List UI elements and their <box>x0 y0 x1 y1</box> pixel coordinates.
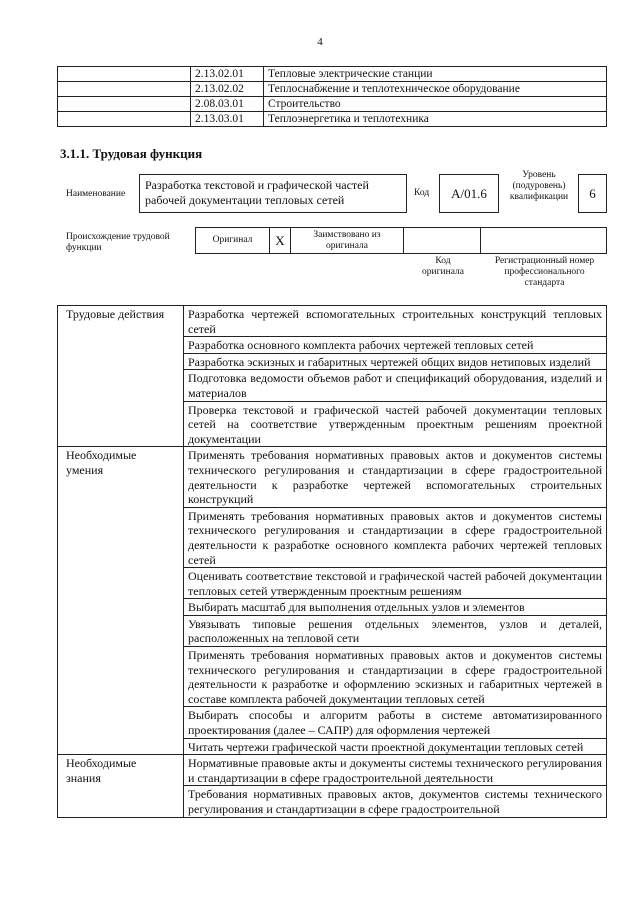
table-row <box>58 306 607 337</box>
name-cell: Строительство <box>264 97 607 112</box>
required-skill: Читать чертежи графической части проектной документации тепловых сетей <box>184 738 607 755</box>
borrowed-line: Заимствовано из <box>313 230 381 240</box>
function-name-box <box>139 174 407 213</box>
knowledge-label-line: Необходимые <box>66 756 137 771</box>
page-number: 4 <box>317 36 323 48</box>
name-label: Наименование <box>66 189 126 199</box>
original-code-box <box>403 227 481 254</box>
empty-cell <box>58 67 191 82</box>
level-label-line: (подуровень) <box>512 181 566 191</box>
qualification-level-box: 6 <box>578 174 607 213</box>
function-name-line: рабочей документации тепловых сетей <box>145 193 345 207</box>
original-mark-box: X <box>269 227 291 254</box>
registration-label-line: стандарта <box>524 278 565 288</box>
table-row <box>58 67 607 82</box>
labour-action: Разработка основного комплекта рабочих чертежей тепловых сетей <box>184 337 607 354</box>
registration-label-line: профессионального <box>504 267 585 277</box>
education-codes-table <box>57 66 607 127</box>
empty-cell <box>58 82 191 97</box>
section-title: 3.1.1. Трудовая функция <box>60 146 203 161</box>
table-row <box>58 755 607 786</box>
labour-action: Проверка текстовой и графической частей рабочей документации тепловых сетей на соответствие утвержденным проектным решениям проектной документации <box>184 401 607 447</box>
level-label-line: квалификации <box>509 192 569 202</box>
empty-cell <box>58 112 191 127</box>
code-cell: 2.08.03.01 <box>191 97 264 112</box>
required-skill: Применять требования нормативных правовых актов и документов системы технического регулирования и стандартизации в сфере градостроительной деятельности к разработке чертежей вспомогательных строительных конструкций <box>184 447 607 507</box>
original-box: Оригинал <box>195 227 270 254</box>
original-code-label <box>405 256 481 278</box>
function-code-box: A/01.6 <box>439 174 499 213</box>
table-row <box>58 112 607 127</box>
required-skill: Выбирать масштаб для выполнения отдельных узлов и элементов <box>184 599 607 616</box>
table-row <box>58 447 607 507</box>
code-cell: 2.13.02.02 <box>191 82 264 97</box>
code-cell: 2.13.02.01 <box>191 67 264 82</box>
registration-label-line: Регистрационный номер <box>494 256 595 266</box>
required-knowledge: Требования нормативных правовых актов, документов системы технического регулирования и стандартизации в сфере градостроительной <box>184 786 607 817</box>
skills-label-line: Необходимые <box>66 448 137 463</box>
labour-action: Подготовка ведомости объемов работ и спецификаций оборудования, изделий и материалов <box>184 370 607 401</box>
code-label: Код <box>414 188 430 198</box>
knowledge-label-cell <box>58 755 184 817</box>
required-skill: Применять требования нормативных правовых актов и документов системы технического регулирования и стандартизации в сфере градостроительной деятельности к разработке и оформлению эскизных и габаритных чертежей в составе комплекта рабочей документации тепловых сетей <box>184 647 607 707</box>
borrowed-line: оригинала <box>326 241 368 251</box>
required-skill: Оценивать соответствие текстовой и графической частей рабочей документации тепловых сетей утвержденным проектным решениям <box>184 568 607 599</box>
actions-label-cell: Трудовые действия <box>58 306 184 447</box>
required-knowledge: Нормативные правовые акты и документы системы технического регулирования и стандартизации в сфере градостроительной деятельности <box>184 755 607 786</box>
name-cell: Тепловые электрические станции <box>264 67 607 82</box>
level-label-line: Уровень <box>522 170 556 180</box>
required-skill: Увязывать типовые решения отдельных элементов, узлов и деталей, расположенных на тепловой сети <box>184 615 607 646</box>
name-cell: Теплоэнергетика и теплотехника <box>264 112 607 127</box>
skills-label-line: умения <box>66 462 104 477</box>
origin-label-line: Происхождение трудовой <box>66 232 170 242</box>
required-skill: Выбирать способы и алгоритм работы в системе автоматизированного проектирования (далее – САПР) для оформления чертежей <box>184 707 607 738</box>
original-code-label-line: оригинала <box>422 267 464 277</box>
origin-label <box>66 232 170 254</box>
required-skill: Применять требования нормативных правовых актов и документов системы технического регулирования и стандартизации в сфере градостроительной деятельности к разработке основного комплекта рабочих чертежей тепловых сетей <box>184 507 607 567</box>
knowledge-label-line: знания <box>66 770 101 785</box>
registration-number-box <box>480 227 607 254</box>
empty-cell <box>58 97 191 112</box>
origin-label-line: функции <box>66 243 102 253</box>
qualification-level-label <box>503 170 575 203</box>
labour-function-table <box>57 305 607 818</box>
original-code-label-line: Код <box>435 256 451 266</box>
labour-action: Разработка чертежей вспомогательных строительных конструкций тепловых сетей <box>184 306 607 337</box>
table-row <box>58 97 607 112</box>
skills-label-cell <box>58 447 184 755</box>
table-row <box>58 82 607 97</box>
labour-action: Разработка эскизных и габаритных чертежей общих видов нетиповых изделий <box>184 353 607 370</box>
borrowed-box <box>290 227 404 254</box>
name-cell: Теплоснабжение и теплотехническое оборудование <box>264 82 607 97</box>
code-cell: 2.13.03.01 <box>191 112 264 127</box>
function-name-line: Разработка текстовой и графической частей <box>145 178 369 192</box>
registration-number-label <box>482 256 607 289</box>
